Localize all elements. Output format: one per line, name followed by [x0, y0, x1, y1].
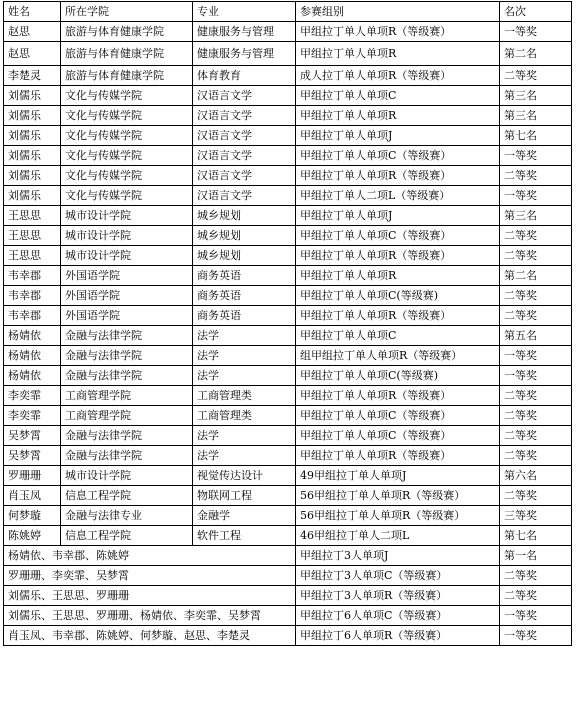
- cell-major: 汉语言文学: [193, 146, 296, 166]
- team-row: [4, 586, 572, 606]
- cell-college: 外国语学院: [61, 286, 193, 306]
- cell-rank: 二等奖: [500, 446, 572, 466]
- cell-name: 杨婧依: [4, 366, 61, 386]
- cell-college: 信息工程学院: [61, 526, 193, 546]
- cell-name: 刘儒乐: [4, 166, 61, 186]
- cell-major: 汉语言文学: [193, 186, 296, 206]
- cell-major: 商务英语: [193, 266, 296, 286]
- cell-major: 法学: [193, 446, 296, 466]
- cell-major: 汉语言文学: [193, 166, 296, 186]
- cell-rank: 一等奖: [500, 186, 572, 206]
- cell-group: 甲组拉丁单人单项C（等级赛）: [296, 226, 500, 246]
- table-row: [4, 446, 572, 466]
- cell-group: 甲组拉丁3人单项C（等级赛）: [296, 566, 500, 586]
- cell-name: 刘儒乐: [4, 106, 61, 126]
- cell-college: 工商管理学院: [61, 406, 193, 426]
- cell-name: 王思思: [4, 206, 61, 226]
- cell-group: 56甲组拉丁单人单项R（等级赛）: [296, 506, 500, 526]
- cell-rank: 第三名: [500, 106, 572, 126]
- cell-group: 甲组拉丁单人单项R（等级赛）: [296, 246, 500, 266]
- cell-group: 甲组拉丁单人单项C(等级赛): [296, 366, 500, 386]
- cell-group: 甲组拉丁单人单项R: [296, 42, 500, 66]
- cell-group: 甲组拉丁单人单项R（等级赛）: [296, 446, 500, 466]
- cell-team-members: 杨婧依、韦幸郡、陈姚婷: [4, 546, 296, 566]
- cell-major: 汉语言文学: [193, 106, 296, 126]
- cell-rank: 二等奖: [500, 306, 572, 326]
- cell-major: 物联网工程: [193, 486, 296, 506]
- table-row: [4, 466, 572, 486]
- cell-rank: 一等奖: [500, 22, 572, 42]
- table-row: [4, 42, 572, 66]
- cell-rank: 第七名: [500, 526, 572, 546]
- table-row: [4, 166, 572, 186]
- table-row: [4, 366, 572, 386]
- cell-group: 56甲组拉丁单人单项R（等级赛）: [296, 486, 500, 506]
- cell-rank: 一等奖: [500, 626, 572, 646]
- cell-college: 城市设计学院: [61, 226, 193, 246]
- cell-name: 韦幸郡: [4, 306, 61, 326]
- cell-college: 城市设计学院: [61, 206, 193, 226]
- header-college: 所在学院: [61, 2, 193, 22]
- cell-major: 法学: [193, 346, 296, 366]
- cell-college: 城市设计学院: [61, 466, 193, 486]
- cell-group: 甲组拉丁3人单项R（等级赛）: [296, 586, 500, 606]
- cell-group: 46甲组拉丁单人二项L: [296, 526, 500, 546]
- cell-major: 城乡规划: [193, 226, 296, 246]
- cell-major: 软件工程: [193, 526, 296, 546]
- table-row: [4, 526, 572, 546]
- header-row: [4, 2, 572, 22]
- table-row: [4, 326, 572, 346]
- table-row: [4, 266, 572, 286]
- cell-major: 健康服务与管理: [193, 22, 296, 42]
- cell-rank: 一等奖: [500, 606, 572, 626]
- table-row: [4, 206, 572, 226]
- cell-team-members: 罗珊珊、李奕霏、吴梦霄: [4, 566, 296, 586]
- cell-group: 甲组拉丁单人单项R: [296, 106, 500, 126]
- table-row: [4, 246, 572, 266]
- table-row: [4, 486, 572, 506]
- cell-major: 商务英语: [193, 306, 296, 326]
- cell-name: 李楚灵: [4, 66, 61, 86]
- cell-group: 甲组拉丁6人单项C（等级赛）: [296, 606, 500, 626]
- table-row: [4, 506, 572, 526]
- cell-college: 金融与法律学院: [61, 446, 193, 466]
- cell-college: 金融与法律专业: [61, 506, 193, 526]
- cell-group: 甲组拉丁单人单项C（等级赛）: [296, 146, 500, 166]
- team-row: [4, 606, 572, 626]
- cell-name: 李奕霏: [4, 386, 61, 406]
- header-group: 参赛组别: [296, 2, 500, 22]
- cell-major: 法学: [193, 326, 296, 346]
- cell-major: 法学: [193, 366, 296, 386]
- cell-name: 杨婧依: [4, 346, 61, 366]
- team-row: [4, 546, 572, 566]
- cell-college: 金融与法律学院: [61, 346, 193, 366]
- cell-college: 工商管理学院: [61, 386, 193, 406]
- cell-college: 外国语学院: [61, 266, 193, 286]
- cell-college: 城市设计学院: [61, 246, 193, 266]
- table-row: [4, 226, 572, 246]
- cell-name: 王思思: [4, 246, 61, 266]
- cell-college: 文化与传媒学院: [61, 146, 193, 166]
- cell-group: 甲组拉丁单人单项C: [296, 326, 500, 346]
- cell-group: 甲组拉丁6人单项R（等级赛）: [296, 626, 500, 646]
- cell-major: 城乡规划: [193, 206, 296, 226]
- cell-group: 组甲组拉丁单人单项R（等级赛）: [296, 346, 500, 366]
- cell-college: 旅游与体育健康学院: [61, 22, 193, 42]
- cell-major: 金融学: [193, 506, 296, 526]
- cell-major: 汉语言文学: [193, 126, 296, 146]
- cell-major: 城乡规划: [193, 246, 296, 266]
- cell-name: 刘儒乐: [4, 126, 61, 146]
- cell-college: 旅游与体育健康学院: [61, 66, 193, 86]
- cell-name: 韦幸郡: [4, 266, 61, 286]
- cell-rank: 第三名: [500, 206, 572, 226]
- cell-group: 甲组拉丁单人单项C（等级赛）: [296, 406, 500, 426]
- cell-major: 汉语言文学: [193, 86, 296, 106]
- cell-group: 甲组拉丁单人单项R（等级赛）: [296, 306, 500, 326]
- cell-rank: 二等奖: [500, 566, 572, 586]
- cell-rank: 第六名: [500, 466, 572, 486]
- header-name: 姓名: [4, 2, 61, 22]
- cell-name: 何梦璇: [4, 506, 61, 526]
- cell-rank: 二等奖: [500, 586, 572, 606]
- cell-rank: 二等奖: [500, 426, 572, 446]
- team-row: [4, 566, 572, 586]
- cell-major: 法学: [193, 426, 296, 446]
- cell-rank: 一等奖: [500, 346, 572, 366]
- header-major: 专业: [193, 2, 296, 22]
- cell-college: 文化与传媒学院: [61, 126, 193, 146]
- cell-rank: 三等奖: [500, 506, 572, 526]
- cell-rank: 第一名: [500, 546, 572, 566]
- cell-group: 甲组拉丁单人单项R（等级赛）: [296, 386, 500, 406]
- cell-group: 甲组拉丁单人单项J: [296, 126, 500, 146]
- cell-major: 健康服务与管理: [193, 42, 296, 66]
- table-row: [4, 146, 572, 166]
- cell-rank: 第二名: [500, 42, 572, 66]
- cell-team-members: 刘儒乐、王思思、罗珊珊: [4, 586, 296, 606]
- cell-college: 外国语学院: [61, 306, 193, 326]
- cell-rank: 二等奖: [500, 246, 572, 266]
- cell-rank: 一等奖: [500, 146, 572, 166]
- cell-college: 金融与法律学院: [61, 326, 193, 346]
- header-rank: 名次: [500, 2, 572, 22]
- cell-college: 文化与传媒学院: [61, 106, 193, 126]
- cell-college: 文化与传媒学院: [61, 86, 193, 106]
- cell-group: 甲组拉丁单人单项R（等级赛）: [296, 22, 500, 42]
- cell-team-members: 肖玉凤、韦幸郡、陈姚婷、何梦璇、赵思、李楚灵: [4, 626, 296, 646]
- cell-group: 甲组拉丁单人单项C: [296, 86, 500, 106]
- cell-name: 罗珊珊: [4, 466, 61, 486]
- cell-name: 李奕霏: [4, 406, 61, 426]
- team-row: [4, 626, 572, 646]
- cell-major: 商务英语: [193, 286, 296, 306]
- table-row: [4, 126, 572, 146]
- cell-rank: 第二名: [500, 266, 572, 286]
- cell-rank: 二等奖: [500, 286, 572, 306]
- table-row: [4, 86, 572, 106]
- cell-rank: 第七名: [500, 126, 572, 146]
- cell-group: 甲组拉丁3人单项J: [296, 546, 500, 566]
- cell-name: 吴梦霄: [4, 426, 61, 446]
- table-row: [4, 186, 572, 206]
- table-row: [4, 22, 572, 42]
- cell-name: 刘儒乐: [4, 146, 61, 166]
- cell-college: 金融与法律学院: [61, 426, 193, 446]
- cell-college: 金融与法律学院: [61, 366, 193, 386]
- cell-college: 文化与传媒学院: [61, 186, 193, 206]
- table-row: [4, 386, 572, 406]
- cell-group: 甲组拉丁单人单项R（等级赛）: [296, 166, 500, 186]
- cell-rank: 第五名: [500, 326, 572, 346]
- cell-rank: 第三名: [500, 86, 572, 106]
- cell-group: 49甲组拉丁单人单项J: [296, 466, 500, 486]
- cell-name: 吴梦霄: [4, 446, 61, 466]
- cell-major: 工商管理类: [193, 406, 296, 426]
- cell-group: 甲组拉丁单人单项R: [296, 266, 500, 286]
- cell-major: 工商管理类: [193, 386, 296, 406]
- cell-name: 王思思: [4, 226, 61, 246]
- cell-group: 甲组拉丁单人单项J: [296, 206, 500, 226]
- cell-name: 陈姚婷: [4, 526, 61, 546]
- cell-group: 甲组拉丁单人单项C（等级赛）: [296, 426, 500, 446]
- cell-name: 刘儒乐: [4, 86, 61, 106]
- results-table: [3, 1, 572, 646]
- cell-college: 信息工程学院: [61, 486, 193, 506]
- table-row: [4, 406, 572, 426]
- cell-group: 甲组拉丁单人二项L（等级赛）: [296, 186, 500, 206]
- cell-rank: 一等奖: [500, 366, 572, 386]
- cell-name: 肖玉凤: [4, 486, 61, 506]
- table-row: [4, 426, 572, 446]
- cell-rank: 二等奖: [500, 386, 572, 406]
- cell-name: 刘儒乐: [4, 186, 61, 206]
- table-row: [4, 346, 572, 366]
- cell-rank: 二等奖: [500, 66, 572, 86]
- cell-group: 成人拉丁单人单项R（等级赛）: [296, 66, 500, 86]
- cell-rank: 二等奖: [500, 486, 572, 506]
- cell-major: 视觉传达设计: [193, 466, 296, 486]
- cell-name: 韦幸郡: [4, 286, 61, 306]
- cell-major: 体育教育: [193, 66, 296, 86]
- cell-college: 旅游与体育健康学院: [61, 42, 193, 66]
- cell-name: 赵思: [4, 22, 61, 42]
- cell-rank: 二等奖: [500, 226, 572, 246]
- cell-rank: 二等奖: [500, 166, 572, 186]
- cell-name: 赵思: [4, 42, 61, 66]
- table-row: [4, 106, 572, 126]
- table-row: [4, 286, 572, 306]
- cell-name: 杨婧依: [4, 326, 61, 346]
- cell-team-members: 刘儒乐、王思思、罗珊珊、杨婧依、李奕霏、吴梦霄: [4, 606, 296, 626]
- table-row: [4, 306, 572, 326]
- cell-college: 文化与传媒学院: [61, 166, 193, 186]
- cell-rank: 二等奖: [500, 406, 572, 426]
- table-row: [4, 66, 572, 86]
- cell-group: 甲组拉丁单人单项C(等级赛): [296, 286, 500, 306]
